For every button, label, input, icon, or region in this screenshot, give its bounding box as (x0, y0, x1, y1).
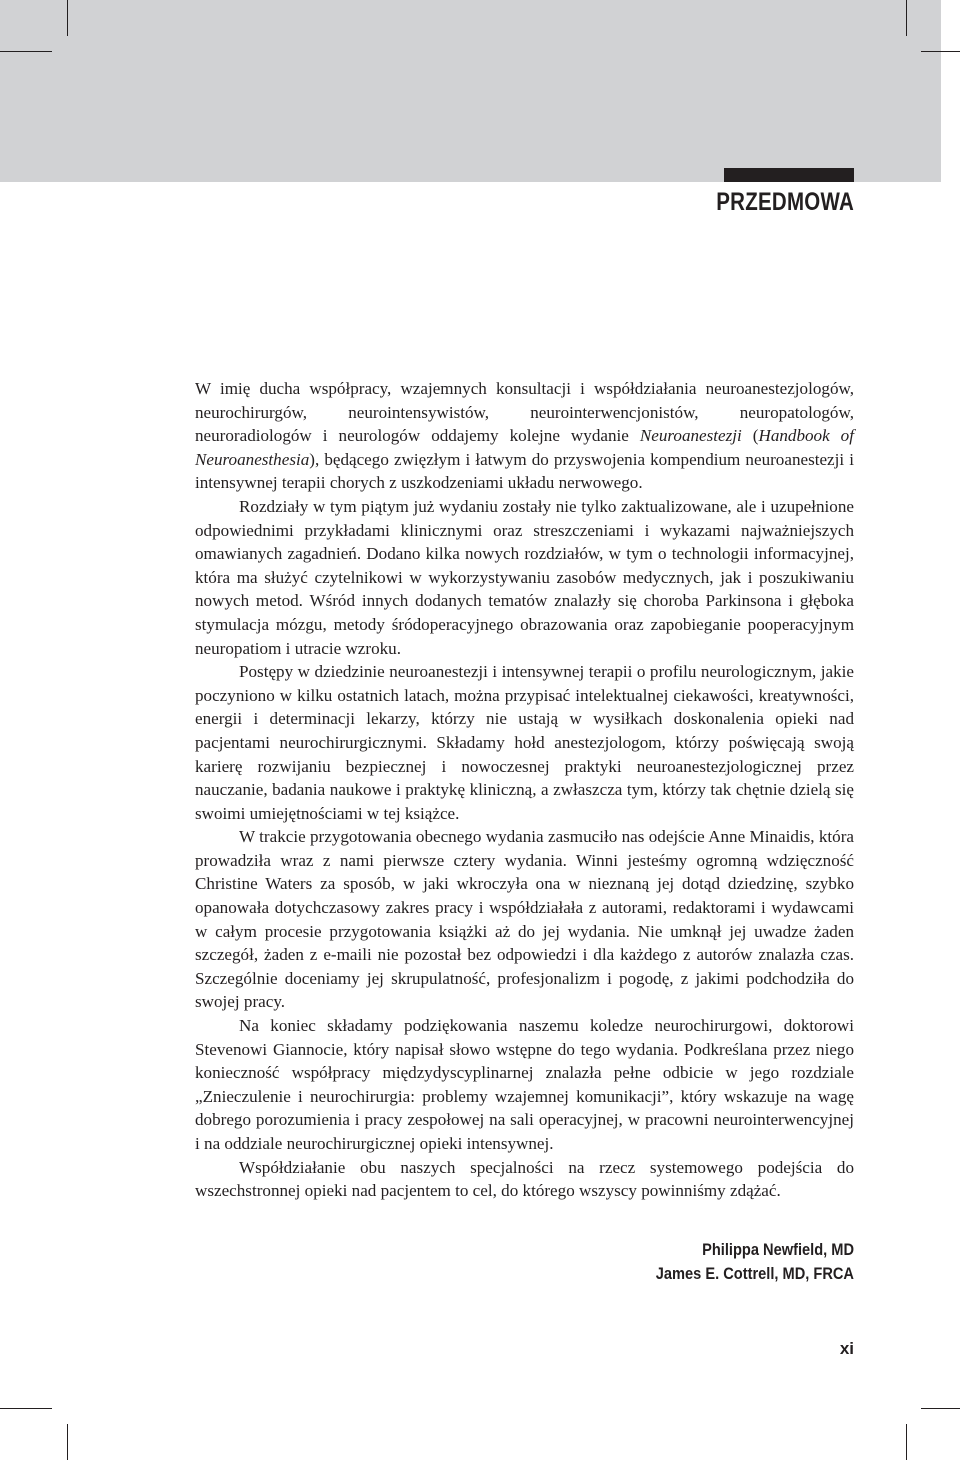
author-1: Philippa Newfield, MD (702, 1240, 854, 1259)
crop-mark-bottom-right-horizontal (921, 1408, 960, 1409)
paragraph-2: Rozdziały w tym piątym już wydaniu zostały nie tylko zaktualizowane, ale i uzupełnione odpowiednimi przykładami klinicznymi oraz streszczeniami i wykazami najważniejszych omawianych zagadnień. Dodano kilka nowych rozdziałów, w tym o technologii informacyjnej, która ma służyć czytelnikowi w wykorzystywaniu zasobów medycznych, jak i poszukiwaniu nowych metod. Wśród innych dodanych tematów znalazły się choroba Parkinsona i głęboka stymulacja mózgu, metody śródoperacyjnego obrazowania oraz zapobieganie pooperacyjnym neuropatiom i utracie wzroku. (195, 496, 854, 658)
body-text (195, 377, 854, 1203)
paragraph-3: Postępy w dziedzinie neuroanestezji i intensywnej terapii o profilu neurologicznym, jakie poczyniono w kilku ostatnich latach, można przypisać intelektualnej ciekawości, kreatywności, energii i determinacji lekarzy, którzy nie ustają w wysiłkach doskonalenia opieki nad pacjentami neurochirurgicznymi. Składamy hołd anestezjologom, którzy poświęcają swoją karierę rozwijaniu bezpiecznej i nowoczesnej praktyki neuroanestezjologicznej przez nauczanie, badania naukowe i praktykę kliniczną, a zwłaszcza tym, którzy tak chętnie dzielą się swoimi umiejętnościami w tej książce. (195, 662, 854, 823)
paragraph-6: Współdziałanie obu naszych specjalności na rzecz systemowego podejścia do wszechstronnej opieki nad pacjentem to cel, do którego wszyscy powinniśmy zdążać. (195, 1157, 854, 1201)
crop-mark-top-right-horizontal (921, 51, 960, 52)
header-band (0, 0, 941, 182)
paragraph-1: W imię ducha współpracy, wzajemnych konsultacji i współdziałania neuroanestezjologów, neurochirurgów, neurointensywistów, neurointerwencjonistów, neuropatologów, neuroradiologów i neurologów oddajemy kolejne wydanie Neuroanestezji (Handbook of Neuroanesthesia), będącego zwięzłym i łatwym do przyswojenia kompendium neuroanestezji i intensywnej terapii chorych z uszkodzeniami układu nerwowego. (195, 379, 854, 493)
crop-mark-top-right-vertical (906, 0, 907, 36)
crop-mark-top-left-vertical (67, 0, 68, 36)
crop-mark-top-left-horizontal (0, 51, 52, 52)
signature-block (550, 1238, 854, 1286)
title-accent-bar (724, 168, 854, 182)
paragraph-4: W trakcie przygotowania obecnego wydania zasmuciło nas odejście Anne Minaidis, która prowadziła wraz z nami pierwsze cztery wydania. Winni jesteśmy ogromną wdzięczność Christine Waters za sposób, w jaki wkroczyła ona w nieznaną jej dotąd dziedzinę, szybko opanowała dotychczasowy zakres pracy i współdziałała z autorami, redaktorami i wydawcami w całym procesie przygotowania książki aż do jej wydania. Nie umknął jej uwadze żaden szczegół, żaden z e-maili nie pozostał bez odpowiedzi i dla każdego z autorów znalazła czas. Szczególnie doceniamy jej skrupulatność, profesjonalizm i pogodę, z jakimi podchodziła do swojej pracy. (195, 827, 854, 1012)
crop-mark-bottom-left-vertical (67, 1424, 68, 1460)
paragraph-5: Na koniec składamy podziękowania naszemu koledze neurochirurgowi, doktorowi Stevenowi Giannocie, który napisał słowo wstępne do tego wydania. Podkreślana przez niego konieczność współpracy międzydyscyplinarnej znalazła pełne odbicie w jego rozdziale „Znieczulenie i neurochirurgia: problemy wzajemnej komunikacji”, który wskazuje na wagę dobrego porozumienia i pracy zespołowej na sali operacyjnej, w pracowni neurointerwencyjnej i na oddziale neurochirurgicznej opieki intensywnej. (195, 1016, 854, 1153)
crop-mark-bottom-left-horizontal (0, 1408, 52, 1409)
page-title: PRZEDMOWA (716, 188, 854, 216)
crop-mark-bottom-right-vertical (906, 1424, 907, 1460)
author-2: James E. Cottrell, MD, FRCA (655, 1264, 854, 1283)
page-number: xi (839, 1339, 854, 1358)
